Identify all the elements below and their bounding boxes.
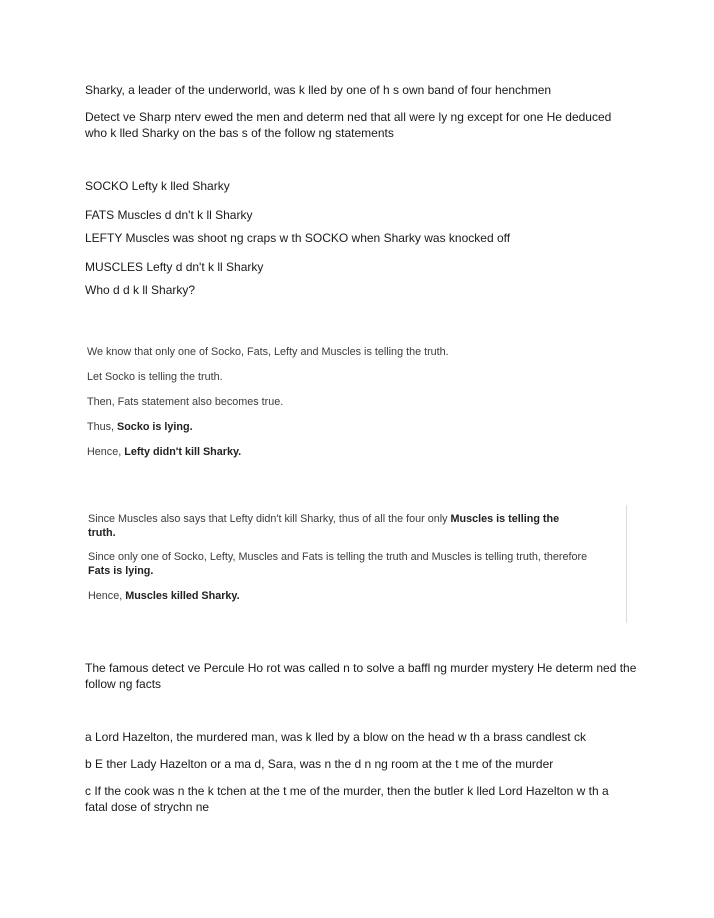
fact-a: a Lord Hazelton, the murdered man, was k lled by a blow on the head w th a brass candlest ck [85,730,586,744]
solution1-line: Then, Fats statement also becomes true. [87,396,284,408]
solution-image-1 [85,340,505,465]
statement-socko: SOCKO Lefty k lled Sharky [85,179,230,193]
statement-lefty: LEFTY Muscles was shoot ng craps w th SOCKO when Sharky was knocked off [85,231,511,245]
puzzle1-detective-line2: who k lled Sharky on the bas s of the follow ng statements [85,126,394,140]
solution1-line: Thus, Socko is lying. [87,421,193,433]
puzzle1-intro: Sharky, a leader of the underworld, was k lled by one of h s own band of four henchmen [85,83,552,97]
fact-b: b E ther Lady Hazelton or a ma d, Sara, was n the d n ng room at the t me of the murder [85,757,554,771]
solution1-line: Hence, Lefty didn't kill Sharky. [87,446,242,458]
fact-c-line1: c If the cook was n the k tchen at the t me of the murder, then the butler k lled Lord Hazelton w th a [85,784,609,798]
puzzle1-question: Who d d k ll Sharky? [85,283,196,297]
puzzle2-intro-line2: follow ng facts [85,677,162,691]
statement-muscles: MUSCLES Lefty d dn't k ll Sharky [85,260,264,274]
fact-c-line2: fatal dose of strychn ne [85,800,210,814]
puzzle2-intro-line1: The famous detect ve Percule Ho rot was called n to solve a baffl ng murder mystery He determ ned the [85,661,637,675]
solution2-line: Since only one of Socko, Lefty, Muscles and Fats is telling the truth and Muscles is telling truth, therefore [88,551,588,563]
solution2-line: truth. [88,527,116,539]
solution-image-2 [85,505,627,623]
solution2-line: Hence, Muscles killed Sharky. [88,590,240,602]
solution1-line: We know that only one of Socko, Fats, Lefty and Muscles is telling the truth. [87,346,449,358]
solution1-line: Let Socko is telling the truth. [87,371,223,383]
solution2-line: Fats is lying. [88,565,154,577]
solution2-line: Since Muscles also says that Lefty didn't kill Sharky, thus of all the four only Muscles is telling the [88,513,560,525]
statement-fats: FATS Muscles d dn't k ll Sharky [85,208,253,222]
puzzle1-detective-line1: Detect ve Sharp nterv ewed the men and determ ned that all were ly ng except for one He deduced [85,110,612,124]
